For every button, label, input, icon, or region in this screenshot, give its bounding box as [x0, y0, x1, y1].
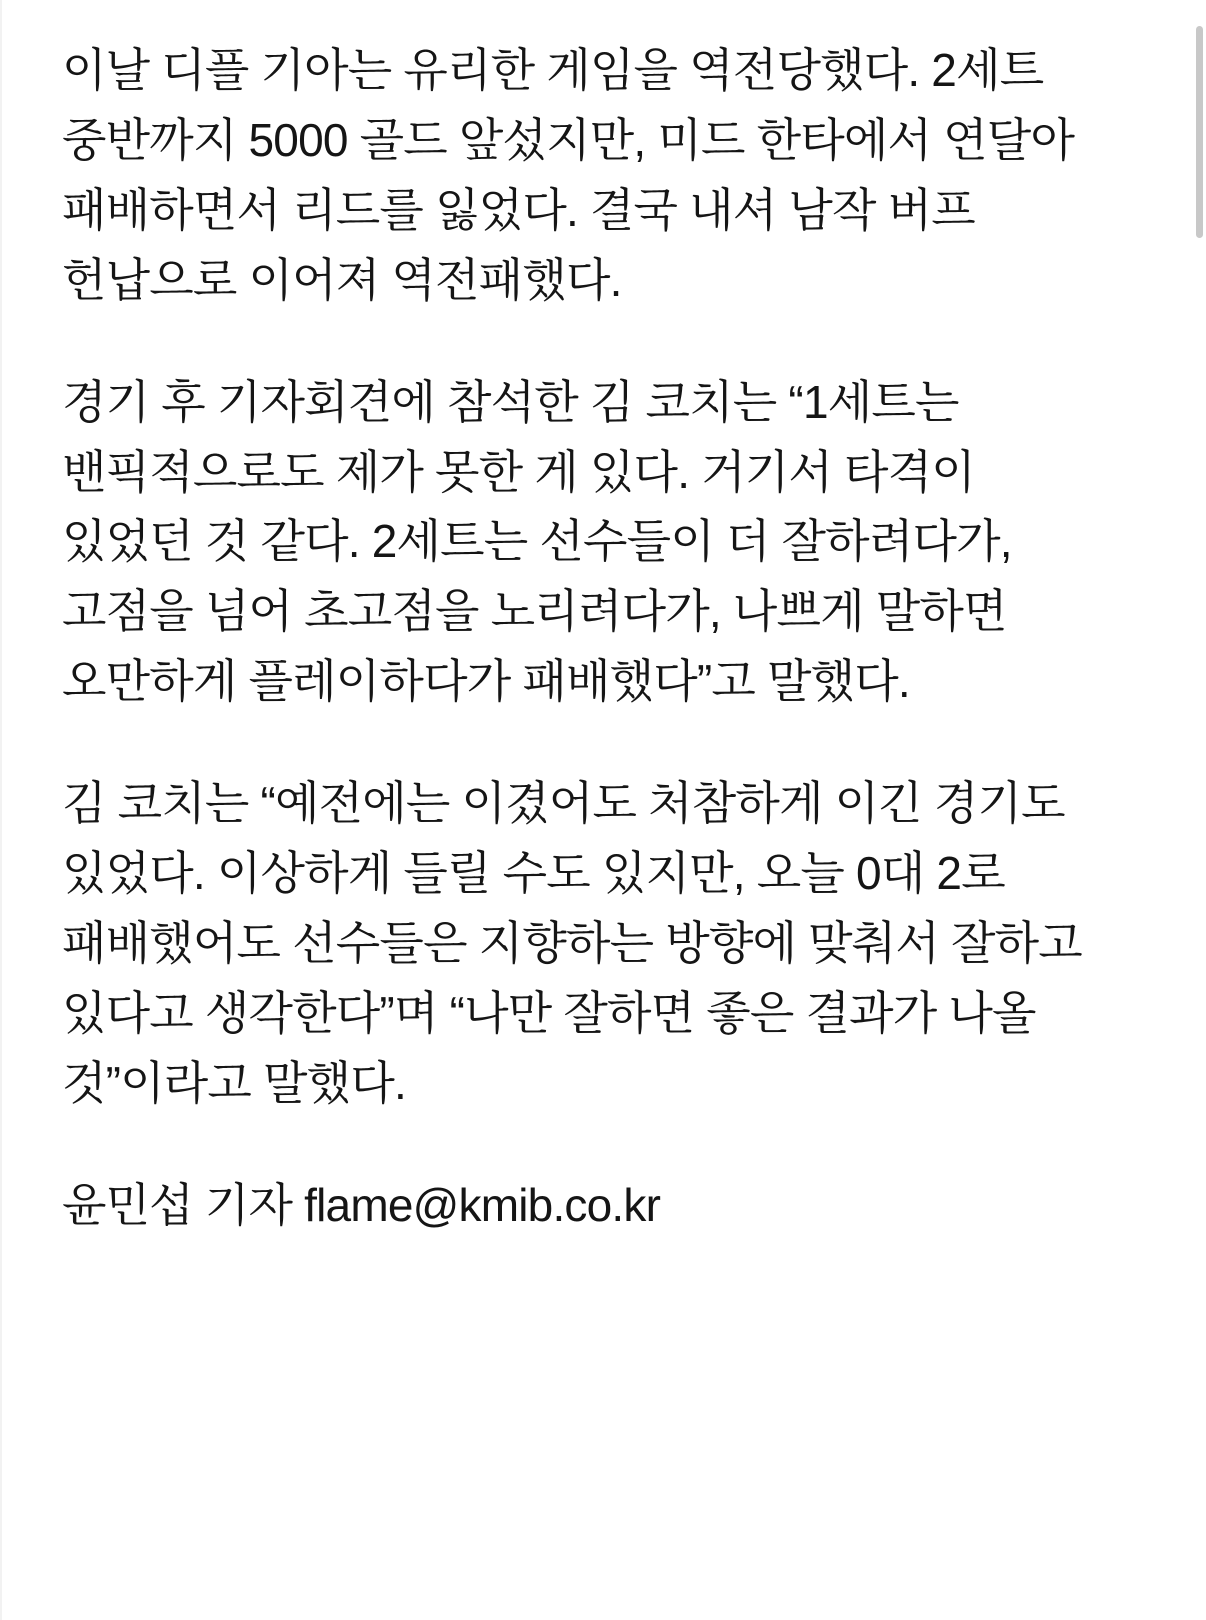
article-byline: 윤민섭 기자 flame@kmib.co.kr [62, 1178, 661, 1231]
article-paragraph: 김 코치는 “예전에는 이겼어도 처참하게 이긴 경기도 있었다. 이상하게 들릴 수도 있지만, 오늘 0대 2로 패배했어도 선수들은 지향하는 방향에 맞춰서 잘하고 있다고 생각한다”며 “나만 잘하면 좋은 결과가 나올 것”이라고 말했다. [62, 777, 1094, 1109]
article-paragraph: 이날 디플 기아는 유리한 게임을 역전당했다. 2세트 중반까지 5000 골드 앞섰지만, 미드 한타에서 연달아 패배하면서 리드를 잃었다. 결국 내셔 남작 버프 헌납으로 이어져 역전패했다. [62, 44, 1087, 306]
scrollbar-thumb[interactable] [1196, 26, 1203, 238]
page-left-edge [0, 0, 2, 1620]
vertical-scrollbar[interactable] [1192, 0, 1206, 1620]
article-paragraph: 경기 후 기자회견에 참석한 김 코치는 “1세트는 밴픽적으로도 제가 못한 게 있다. 거기서 타격이 있었던 것 같다. 2세트는 선수들이 더 잘하려다가, 고점을 넘어 초고점을 노리려다가, 나쁘게 말하면 오만하게 플레이하다가 패배했다”고 말했다. [62, 375, 1024, 708]
